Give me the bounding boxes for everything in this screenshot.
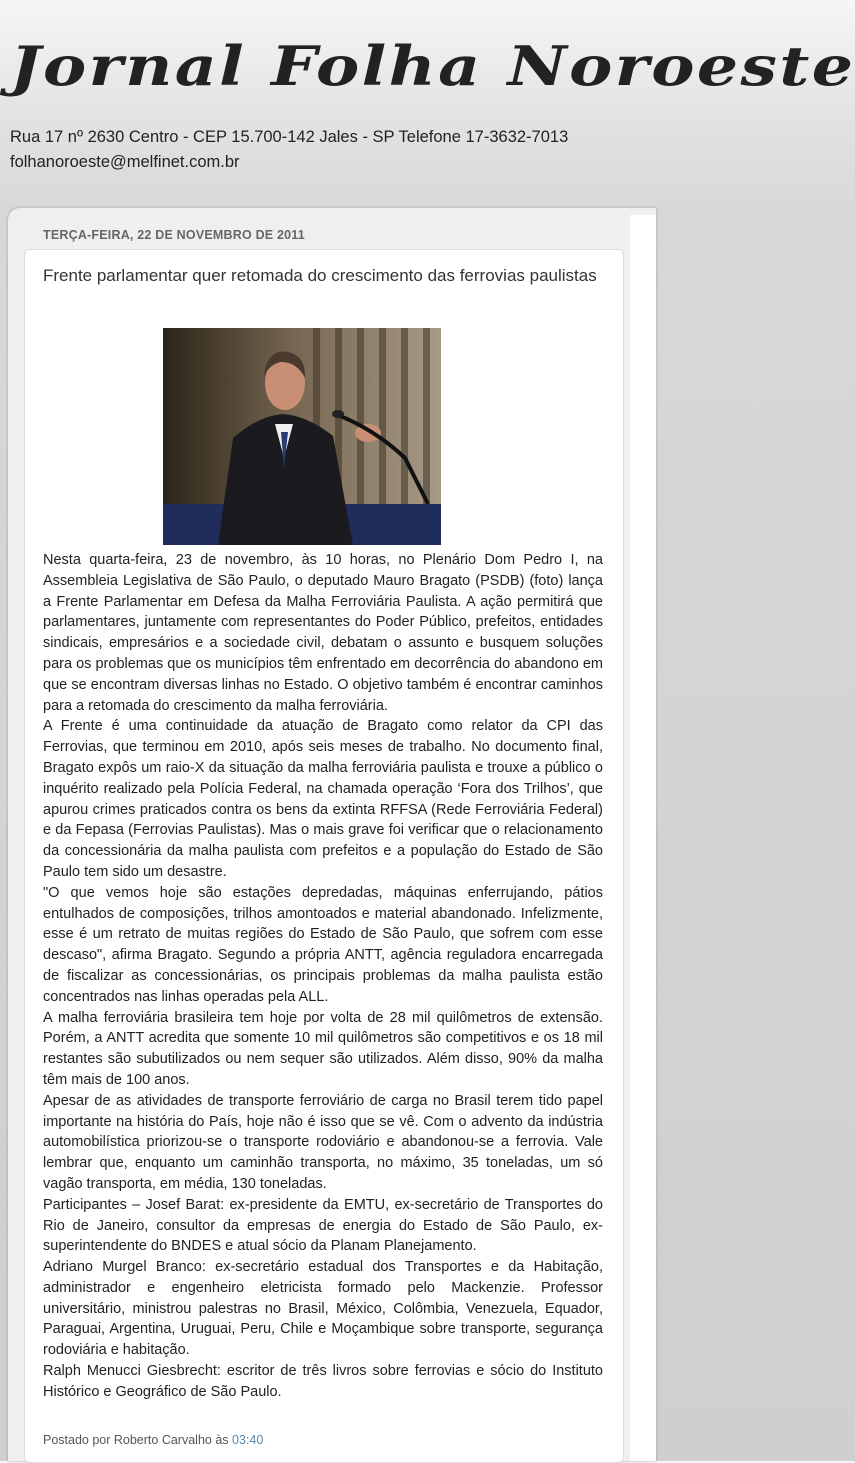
post-footer [43, 1433, 263, 1447]
post-body [43, 550, 603, 1403]
post-paragraph: A Frente é uma continuidade da atuação de Bragato como relator da CPI das Ferrovias, que terminou em 2010, após seis meses de trabalho. No documento final, Bragato expôs um raio-X da situação da malha ferroviária paulista e trouxe a público o inquérito realizado pela Polícia Federal, na chamada operação ‘Fora dos Trilhos’, que apurou crimes praticados contra os bens da extinta RFFSA (Rede Ferroviária Federal) e da Fepasa (Ferrovias Paulistas). Mas o mais grave foi verificar que o relacionamento da concessionária da malha paulista com prefeitos e a população do Estado de São Paulo tem sido um desastre. [43, 718, 603, 880]
post-time-link[interactable]: 03:40 [232, 1433, 264, 1447]
post-paragraph: A malha ferroviária brasileira tem hoje por volta de 28 mil quilômetros de extensão. Porém, a ANTT acredita que somente 10 mil quilômetros são competitivos e os 18 mil restantes são subutilizados ou nem sequer são utilizados. Além disso, 90% da malha têm mais de 100 anos. [43, 1009, 603, 1088]
post-author-line: Postado por Roberto Carvalho às [43, 1433, 229, 1447]
post-paragraph: Adriano Murgel Branco: ex-secretário estadual dos Transportes e da Habitação, administrador e engenheiro eletricista formado pelo Mackenzie. Professor universitário, ministrou palestras no Brasil, México, Colômbia, Venezuela, Equador, Paraguai, Argentina, Uruguai, Peru, Chile e Moçambique sobre transporte, segurança rodoviária e habitação. [43, 1259, 603, 1359]
site-title[interactable]: Jornal Folha Noroeste [10, 34, 855, 98]
post-paragraph: Nesta quarta-feira, 23 de novembro, às 10 horas, no Plenário Dom Pedro I, na Assembleia Legislativa de São Paulo, o deputado Mauro Bragato (PSDB) (foto) lança a Frente Parlamentar em Defesa da Malha Ferroviária Paulista. A ação permitirá que parlamentares, juntamente com representantes do Poder Público, prefeitos, entidades sindicais, empresários e a sociedade civil, debatam o assunto e busquem soluções para os problemas que os municípios têm enfrentado em decorrência do abandono em que se encontram diversas linhas no Estado. O objetivo também é encontrar caminhos para a retomada do crescimento da malha ferroviária. [43, 552, 603, 714]
post-date: TERÇA-FEIRA, 22 DE NOVEMBRO DE 2011 [43, 228, 305, 242]
post-photo[interactable] [163, 328, 441, 545]
post-paragraph: Apesar de as atividades de transporte ferroviário de carga no Brasil terem tido papel importante na história do País, hoje não é isso que se vê. Com o advento da indústria automobilística priorizou-se o transporte rodoviário e abandonou-se a ferrovia. Vale lembrar que, enquanto um caminhão transporta, no máximo, 35 toneladas, um só vagão transporta, em média, 130 toneladas. [43, 1092, 603, 1192]
site-email: folhanoroeste@melfinet.com.br [10, 153, 240, 171]
post-paragraph: Ralph Menucci Giesbrecht: escritor de três livros sobre ferrovias e sócio do Instituto Histórico e Geográfico de São Paulo. [43, 1363, 603, 1400]
site-address: Rua 17 nº 2630 Centro - CEP 15.700-142 Jales - SP Telefone 17-3632-7013 [10, 128, 569, 146]
sidebar-column [630, 215, 656, 1461]
post-title[interactable]: Frente parlamentar quer retomada do crescimento das ferrovias paulistas [43, 266, 597, 285]
site-header [0, 0, 855, 210]
post-paragraph: Participantes – Josef Barat: ex-presidente da EMTU, ex-secretário de Transportes do Rio de Janeiro, consultor da empresas de energia do Estado de São Paulo, ex-superintendente do BNDES e atual sócio da Planam Planejamento. [43, 1196, 603, 1255]
post-paragraph: "O que vemos hoje são estações depredadas, máquinas enferrujando, pátios entulhados de composições, trilhos amontoados e material abandonado. Infelizmente, esse é um retrato de muitas regiões do Estado de São Paulo, que sofrem com esse descaso", afirma Bragato. Segundo a própria ANTT, agência reguladora encarregada de fiscalizar as concessionárias, os principais problemas da malha paulista estão concentrados nas linhas operadas pela ALL. [43, 884, 603, 1005]
